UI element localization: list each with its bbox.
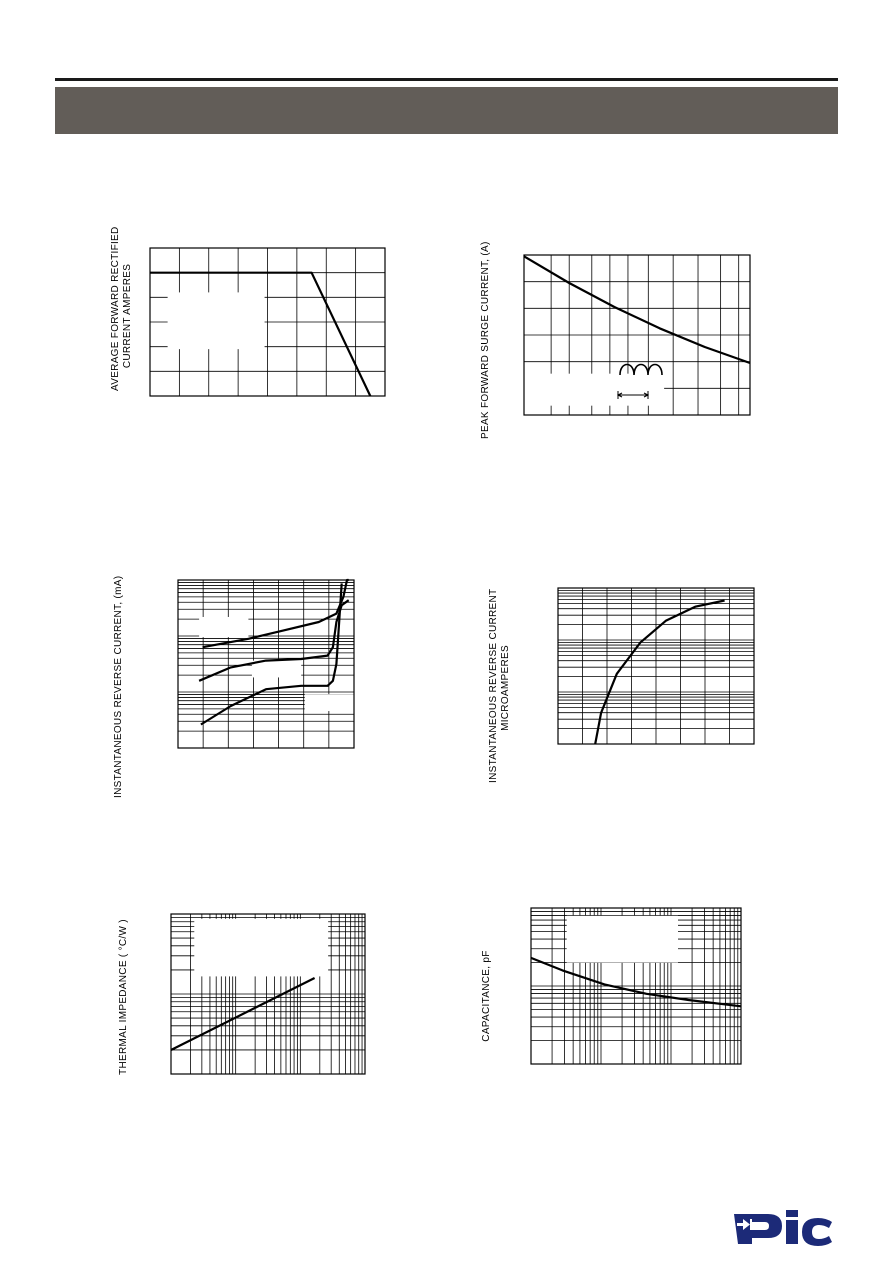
fig4-ylabel-line2: MICROAMPERES (500, 645, 511, 731)
fig1-plot (150, 248, 385, 396)
fig6-label-box-0 (567, 916, 678, 963)
fig6-ylabel (481, 946, 493, 1046)
fig6-plot (531, 908, 741, 1064)
fig5-ylabel (118, 912, 130, 1082)
fig3-label-box-0 (199, 617, 248, 637)
fig2-label-box-0 (524, 374, 664, 406)
fig5-ylabel-line1: THERMAL IMPEDANCE ( °C/W ) (118, 919, 129, 1075)
fig6-ylabel-line1: CAPACITANCE, pF (481, 950, 492, 1042)
fig3-ylabel-line1: INSTANTANEOUS REVERSE CURRENT, (mA) (113, 575, 124, 798)
fig1-label-box-0 (168, 292, 265, 349)
fig2-plot (524, 255, 750, 415)
fig2-ylabel-line1: PEAK FORWARD SURGE CURRENT, (A) (480, 241, 491, 439)
fig1-ylabel-line1: AVERAGE FORWARD RECTIFIED (110, 226, 121, 391)
fig3-plot (178, 580, 354, 748)
fig3-label-box-2 (305, 694, 354, 711)
fig5-plot (171, 914, 365, 1074)
fig4-plot (558, 588, 754, 744)
fig3-label-box-1 (252, 661, 301, 678)
fig1-ylabel-line2: CURRENT AMPERES (122, 263, 133, 369)
fig4-ylabel (488, 588, 512, 783)
header-banner (55, 87, 838, 134)
fig2-ylabel (480, 241, 492, 439)
fig1-ylabel (110, 226, 134, 391)
fig5-series-0 (171, 978, 315, 1050)
fig5-label-box-0 (194, 919, 328, 977)
fig2-inductor-coil (620, 365, 662, 376)
fig4-ylabel-line1: INSTANTANEOUS REVERSE CURRENT (488, 588, 499, 783)
fig2-series-0 (524, 256, 750, 363)
fig3-ylabel (113, 575, 125, 798)
fig6-series-0 (531, 958, 741, 1006)
pic-logo (728, 1208, 834, 1246)
header-rule (55, 78, 838, 81)
